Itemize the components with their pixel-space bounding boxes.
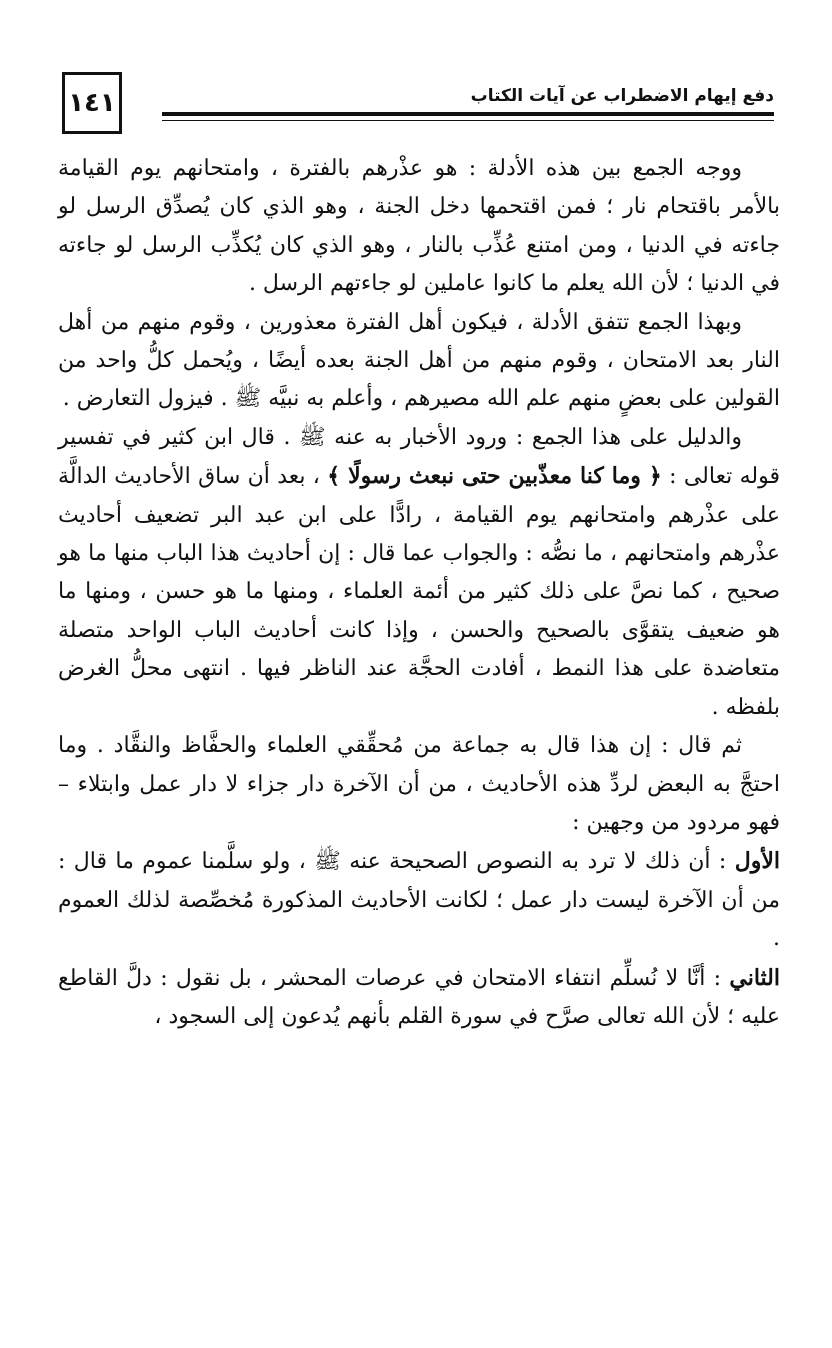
paragraph-agreement: وبهذا الجمع تتفق الأدلة ، فيكون أهل الفترة معذورين ، وقوم منهم من أهل النار بعد الامتحان ، وقوم منهم من أهل الجنة بعده أيضًا ، ويُحمل كلُّ واحد من القولين على بعضٍ منهم علم الله مصيرهم ، وأعلم به نبيَّه ﷺ . فيزول التعارض . [58,309,780,412]
page-number: ١٤١ [62,72,122,134]
running-title: دفع إيهام الاضطراب عن آيات الكتاب [470,86,774,106]
header-rule-thick [162,112,774,116]
second-point-heading: الثاني [729,964,780,991]
first-point-text: : أن ذلك لا ترد به النصوص الصحيحة عنه ﷺ ، ولو سلَّمنا عموم ما قال : من أن الآخرة ليست دار عمل ؛ لكانت الأحاديث المذكورة مُخصِّصة لذلك العموم . [58,849,780,952]
paragraph-response: ثم قال : إن هذا قال به جماعة من مُحقِّقي العلماء والحفَّاظ والنقَّاد . وما احتجَّ به البعض لردِّ هذه الأحاديث ، من أن الآخرة دار جزاء لا دار عمل وابتلاء – فهو مردود من وجهين : [58,733,780,835]
second-point-text: : أنَّا لا نُسلِّم انتفاء الامتحان في عرصات المحشر ، بل نقول : دلَّ القاطع عليه ؛ لأن الله تعالى صرَّح في سورة القلم بأنهم يُدعون إلى السجود ، [58,965,780,1029]
first-point-heading: الأول [734,848,780,875]
paragraph-reconciliation: ووجه الجمع بين هذه الأدلة : هو عذْرهم بالفترة ، وامتحانهم يوم القيامة بالأمر باقتحام نار ؛ فمن اقتحمها دخل الجنة ، وهو الذي كان يُصدِّق الرسل لو جاءته في الدنيا ، ومن امتنع عُذِّب بالنار ، وهو الذي كان يُكذِّب الرسل لو جاءته في الدنيا ؛ لأن الله يعلم ما كانوا عاملين لو جاءتهم الرسل . [58,156,780,297]
paragraph-first-point [58,842,780,958]
evidence-text-after: ، بعد أن ساق الأحاديث الدالَّة على عذْرهم وامتحانهم يوم القيامة ، رادًّا على ابن عبد البر تضعيف أحاديث عذْرهم وامتحانهم ، ما نصُّه : والجواب عما قال : إن أحاديث هذا الباب منها ما هو صحيح ، كما نصَّ على ذلك كثير من أئمة العلماء ، ومنها ما هو حسن ، ومنها ما هو ضعيف يتقوَّى بالصحيح والحسن ، وإذا كانت أحاديث الباب الواحد متصلة متعاضدة على هذا النمط ، أفادت الحجَّة عند الناظر فيها . انتهى محلُّ الغرض بلفظه . [58,464,780,720]
quran-verse: ﴿ وما كنا معذّبين حتى نبعث رسولًا ﴾ [327,463,662,490]
header-rule-thin [162,120,774,121]
paragraph-evidence [58,419,780,727]
evidence-text-before: والدليل على هذا الجمع : ورود الأخبار به عنه ﷺ . قال ابن كثير في تفسير قوله تعالى : [58,424,780,490]
body-text [58,150,780,1036]
page-header [62,72,774,142]
paragraph-second-point [58,959,780,1037]
